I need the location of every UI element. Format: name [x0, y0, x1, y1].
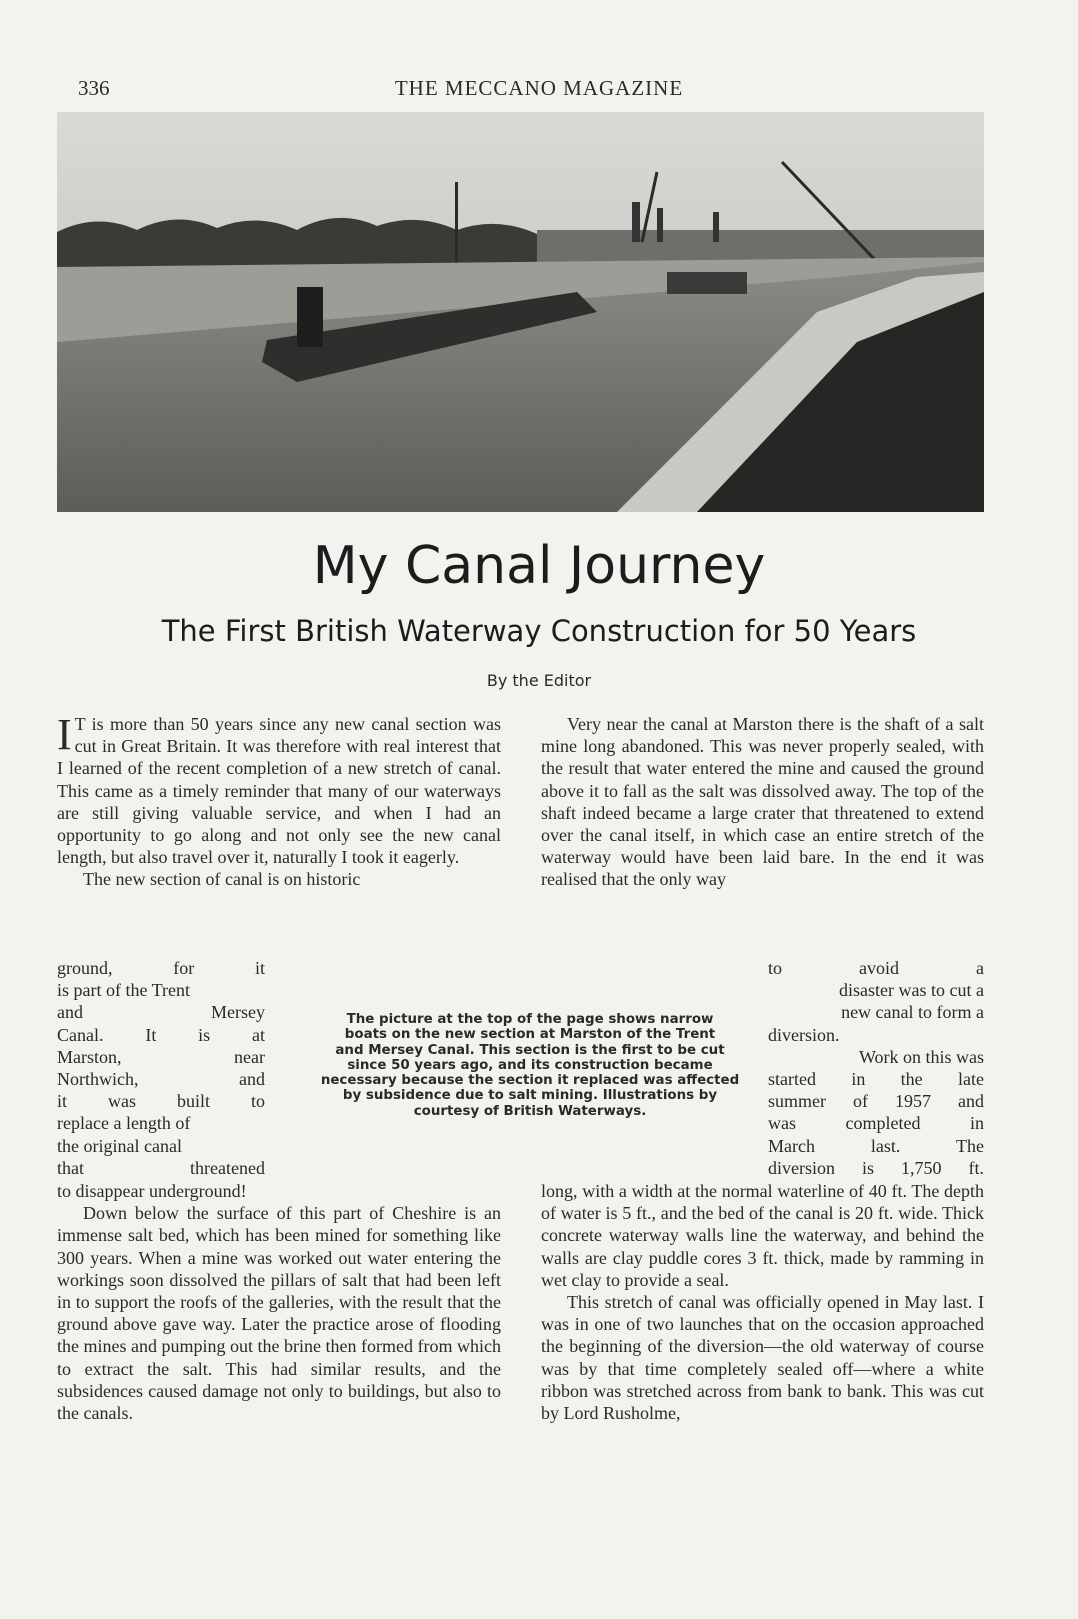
narrow-line: Northwich, and: [57, 1069, 265, 1090]
canal-photograph: [57, 112, 984, 512]
caption-line: necessary because the section it replaced was affected: [320, 1073, 740, 1089]
narrow-line: replace a length of: [57, 1113, 191, 1134]
column-left-bottom: [57, 1180, 501, 1424]
paragraph-3: Down below the surface of this part of Cheshire is an immense salt bed, which has been mined for something like 300 years. When a mine was worked out water entering the workings soon dissolved the pillars of salt that had been left in to support the roofs of the galleries, with the result that the ground above gave way. Later the practice arose of flooding the mines and pumping out the brine then formed from which to extract the salt. This had similar results, and the subsidences caused damage not only to buildings, but also to the canals.: [57, 1203, 501, 1424]
narrow-line: it was built to: [57, 1091, 265, 1112]
caption-line: The picture at the top of the page shows narrow: [346, 1012, 714, 1027]
narrow-line: Canal. It is at: [57, 1024, 265, 1045]
narrow-line: Marston, near: [57, 1046, 265, 1067]
paragraph-right-3: This stretch of canal was officially opened in May last. I was in one of two launches that on the occasion approached the beginning of the diversion—the old waterway of course was by that time completely sealed off—where a white ribbon was stretched across from bank to bank. This was cut by Lord Rusholme,: [541, 1292, 984, 1424]
narrow-line: the original canal: [57, 1135, 182, 1156]
running-header: THE MECCANO MAGAZINE: [394, 76, 684, 100]
column-right-top: [541, 713, 984, 891]
paragraph-right-1: Very near the canal at Marston there is the shaft of a salt mine long abandoned. This was never properly sealed, with the result that water entered the mine and caused the ground above it to fall as the salt was dissolved away. The top of the shaft indeed became a large crater that threatened to extend over the canal itself, in which case an entire stretch of the waterway would have been laid bare. In the end it was realised that the only way: [541, 714, 984, 890]
caption-line: courtesy of British Waterways.: [413, 1103, 647, 1119]
column-right-narrow: [768, 957, 984, 1179]
narrow-line: summer of 1957 and: [768, 1091, 984, 1112]
narrow-line: diversion.: [768, 1024, 840, 1045]
paragraph-right-2-end: long, with a width at the normal waterline of 40 ft. The depth of water is 5 ft., and the bed of the canal is 20 ft. wide. Thick concrete waterway walls line the waterway, and behind the walls are clay puddle cores 3 ft. thick, made by ramming in wet clay to provide a seal.: [541, 1181, 984, 1290]
narrow-line: diversion is 1,750 ft.: [768, 1157, 984, 1178]
photo-caption: [300, 1012, 760, 1119]
column-left-top: [57, 710, 501, 891]
caption-line: and Mersey Canal. This section is the first to be cut: [335, 1042, 725, 1058]
caption-line: by subsidence due to salt mining. Illustrations by: [342, 1088, 718, 1104]
narrow-line: was completed in: [768, 1113, 984, 1134]
paragraph-1: T is more than 50 years since any new canal section was cut in Great Britain. It was therefore with real interest that I learned of the recent completion of a new stretch of canal. This came as a timely reminder that many of our waterways are still giving valuable service, and when I had an opportunity to go along and not only see the new canal length, but also travel over it, naturally I took it eagerly.: [57, 714, 501, 868]
column-left-narrow: [57, 957, 265, 1179]
caption-line: boats on the new section at Marston of the Trent: [344, 1027, 716, 1043]
byline: By the Editor: [486, 671, 592, 690]
narrow-line: ground, for it: [57, 958, 265, 978]
paragraph-2-start: The new section of canal is on historic: [83, 869, 361, 890]
narrow-line: new canal to form a: [841, 1002, 984, 1023]
narrow-line: to avoid a: [768, 958, 984, 978]
narrow-line: and Mersey: [57, 1002, 265, 1023]
paragraph-2-end: to disappear underground!: [57, 1181, 247, 1201]
narrow-line: disaster was to cut a: [839, 980, 984, 1001]
narrow-line: started in the late: [768, 1069, 984, 1090]
article-subtitle: The First British Waterway Construction for 50 Years: [161, 614, 917, 648]
column-right-bottom: [541, 1180, 984, 1424]
article-title: My Canal Journey: [312, 536, 766, 596]
page-number: 336: [78, 76, 110, 100]
narrow-line: is part of the Trent: [57, 980, 190, 1001]
narrow-line: March last. The: [768, 1135, 984, 1156]
caption-line: since 50 years ago, and its construction became: [347, 1057, 713, 1073]
narrow-line: Work on this was: [858, 1046, 984, 1067]
narrow-line: that threatened: [57, 1157, 265, 1178]
drop-cap: I: [57, 710, 72, 759]
